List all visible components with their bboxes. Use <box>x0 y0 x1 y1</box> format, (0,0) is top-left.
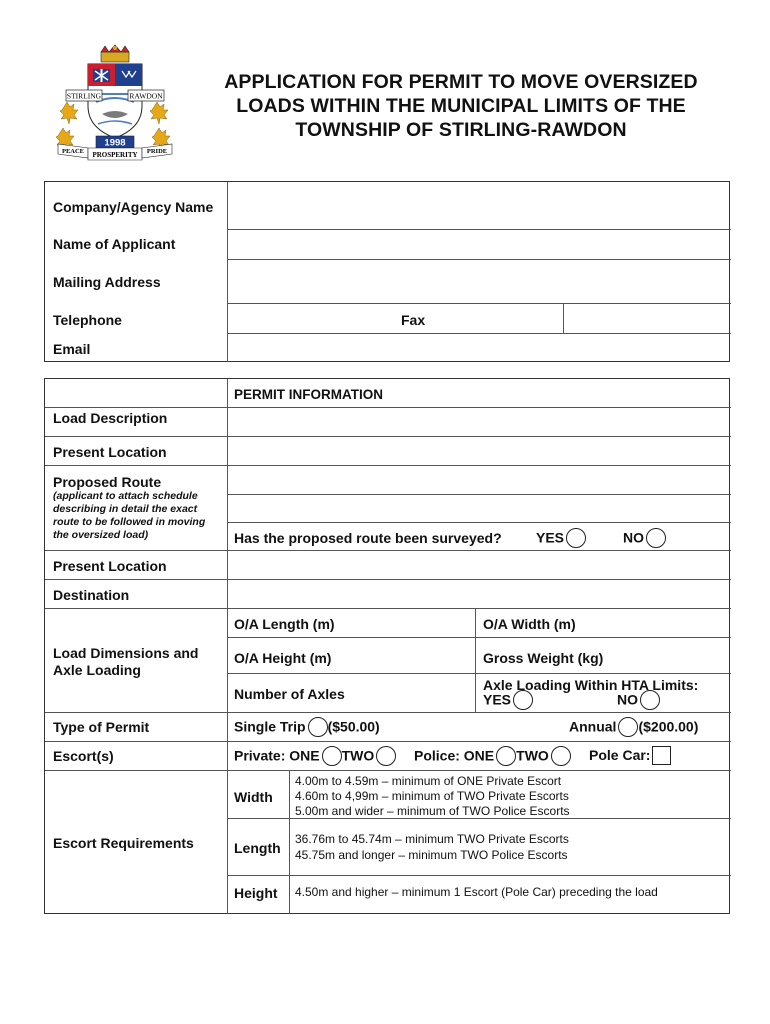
axle-no-option[interactable] <box>617 691 660 711</box>
axle-yes-radio[interactable] <box>513 690 533 710</box>
telephone-label: Telephone <box>53 312 122 328</box>
crest-motto-left: PEACE <box>61 148 85 155</box>
escort-width-rule: 5.00m and wider – minimum of TWO Police Escorts <box>295 804 570 818</box>
route-surveyed-question: Has the proposed route been surveyed? <box>234 530 502 546</box>
present-location-2-label: Present Location <box>53 558 167 574</box>
annual-fee: ($200.00) <box>638 718 699 735</box>
crest-year: 1998 <box>104 137 126 149</box>
escort-width-rule: 4.60m to 4,99m – minimum of TWO Private Escorts <box>295 789 569 803</box>
private-escort-group <box>234 747 396 767</box>
single-trip-option[interactable] <box>234 718 380 738</box>
escort-height-label: Height <box>234 885 278 901</box>
private-two-radio[interactable] <box>376 746 396 766</box>
escort-height-rule: 4.50m and higher – minimum 1 Escort (Pole Car) preceding the load <box>295 885 658 899</box>
township-crest-logo <box>52 44 178 162</box>
load-description-field[interactable] <box>235 412 715 432</box>
single-trip-fee: ($50.00) <box>327 718 380 735</box>
crest-motto-right: PRIDE <box>146 148 168 155</box>
escort-width-rule: 4.00m to 4.59m – minimum of ONE Private Escort <box>295 774 562 788</box>
telephone-field[interactable] <box>235 308 385 328</box>
title-line: TOWNSHIP OF STIRLING-RAWDON <box>295 119 627 141</box>
load-description-label: Load Description <box>53 410 168 426</box>
private-one-label: ONE <box>289 747 320 764</box>
title-line: APPLICATION FOR PERMIT TO MOVE OVERSIZED <box>224 71 698 93</box>
axle-loading-label: Axle Loading Within HTA Limits: <box>483 677 699 693</box>
private-label: Private: <box>234 747 286 764</box>
axle-yes-label: YES <box>483 691 512 708</box>
number-of-axles-label: Number of Axles <box>234 686 345 702</box>
destination-label: Destination <box>53 587 130 603</box>
private-two-label: TWO <box>341 747 375 764</box>
type-of-permit-label: Type of Permit <box>53 719 150 735</box>
police-label: Police: <box>414 747 460 764</box>
axle-no-radio[interactable] <box>640 690 660 710</box>
single-trip-label: Single Trip <box>234 718 306 735</box>
present-location-field[interactable] <box>235 441 715 461</box>
applicant-name-field[interactable] <box>235 234 715 256</box>
crown-icon <box>101 45 129 62</box>
police-two-radio[interactable] <box>551 746 571 766</box>
title-line: LOADS WITHIN THE MUNICIPAL LIMITS OF THE <box>236 95 686 117</box>
destination-field[interactable] <box>235 584 715 604</box>
mailing-address-field[interactable] <box>235 268 715 296</box>
fax-label: Fax <box>401 312 426 328</box>
escort-length-rule: 45.75m and longer – minimum TWO Police Escorts <box>295 848 568 862</box>
email-field[interactable] <box>235 337 715 357</box>
company-agency-name-label: Company/Agency Name <box>53 199 214 215</box>
company-agency-name-field[interactable] <box>235 196 715 220</box>
pole-car-label: Pole Car: <box>589 747 651 764</box>
escort-width-label: Width <box>234 789 273 805</box>
police-two-label: TWO <box>516 747 549 764</box>
email-label: Email <box>53 341 91 357</box>
surveyed-no-label: NO <box>623 529 644 546</box>
escort-length-rule: 36.76m to 45.74m – minimum TWO Private Escorts <box>295 832 569 846</box>
private-one-radio[interactable] <box>322 746 342 766</box>
police-one-label: ONE <box>463 747 495 764</box>
escorts-label: Escort(s) <box>53 748 114 764</box>
mailing-address-label: Mailing Address <box>53 274 161 290</box>
escort-requirements-label: Escort Requirements <box>53 835 194 851</box>
fax-field[interactable] <box>569 308 719 328</box>
oa-height-label: O/A Height (m) <box>234 650 332 666</box>
surveyed-yes-label: YES <box>536 529 565 546</box>
pole-car-checkbox[interactable] <box>652 746 671 765</box>
annual-radio[interactable] <box>618 717 638 737</box>
crest-right-text: RAWDON <box>129 91 163 101</box>
annual-label: Annual <box>569 718 617 735</box>
proposed-route-field-1[interactable] <box>235 469 715 489</box>
annual-option[interactable] <box>569 718 698 738</box>
axle-no-label: NO <box>617 691 638 708</box>
surveyed-yes-radio[interactable] <box>566 528 586 548</box>
form-title <box>196 70 726 142</box>
police-one-radio[interactable] <box>496 746 516 766</box>
applicant-name-label: Name of Applicant <box>53 236 176 252</box>
surveyed-no-radio[interactable] <box>646 528 666 548</box>
pole-car-option[interactable] <box>589 747 671 766</box>
surveyed-yes-option[interactable] <box>536 529 586 549</box>
load-dimensions-label: Load Dimensions and Axle Loading <box>53 645 199 678</box>
proposed-route-label: Proposed Route <box>53 474 162 490</box>
oa-width-label: O/A Width (m) <box>483 616 576 632</box>
permit-information-heading: PERMIT INFORMATION <box>234 387 383 402</box>
present-location-2-field[interactable] <box>235 555 715 575</box>
oa-length-label: O/A Length (m) <box>234 616 335 632</box>
crest-left-text: STIRLING <box>66 91 102 101</box>
present-location-label: Present Location <box>53 444 167 460</box>
gross-weight-label: Gross Weight (kg) <box>483 650 604 666</box>
crest-motto-center: PROSPERITY <box>92 151 138 159</box>
surveyed-no-option[interactable] <box>623 529 666 549</box>
axle-yes-option[interactable] <box>483 691 533 711</box>
proposed-route-field-2[interactable] <box>235 498 715 518</box>
police-escort-group <box>414 747 571 767</box>
proposed-route-note: (applicant to attach schedule describing in detail the exact route to be followed in moving the oversized load) <box>53 490 206 541</box>
escort-length-label: Length <box>234 840 281 856</box>
permit-information-table <box>44 378 730 914</box>
applicant-info-table <box>44 181 730 362</box>
single-trip-radio[interactable] <box>308 717 328 737</box>
